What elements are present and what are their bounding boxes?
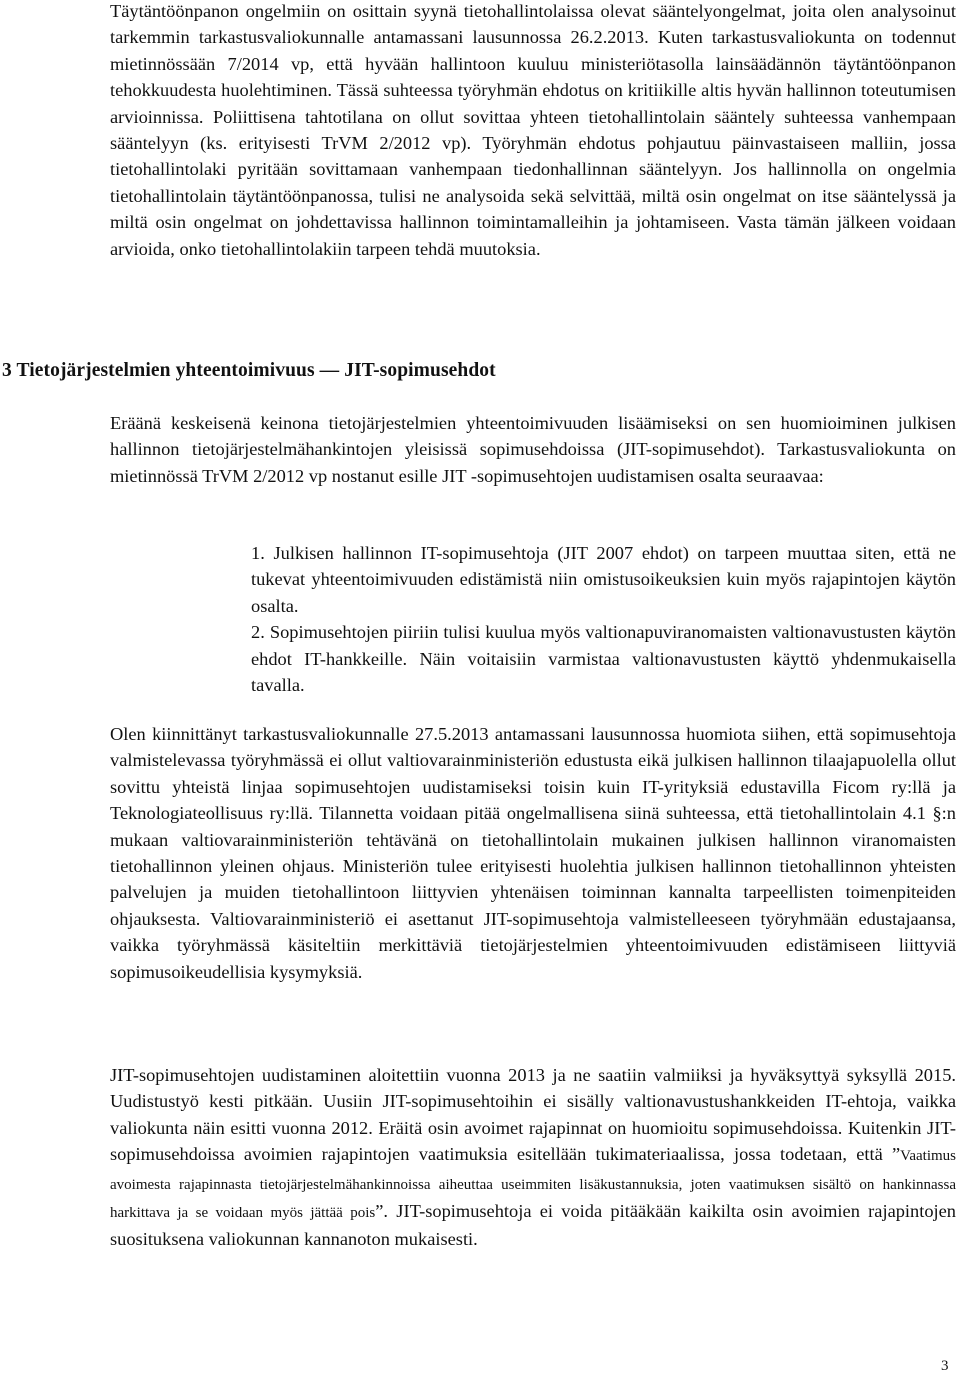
quotation: Vaatimus avoimesta rajapinnasta tietojärjestelmähankinnoissa aiheuttaa useimmiten lisäkustannuksia, joten vaatimuksen sisältö on hankinnassa harkittava ja se voidaan myös jättää pois — [110, 1148, 956, 1222]
paragraph-text: ”. JIT-sopimusehtoja ei voida pitääkään kaikilta osin avoimien rajapintojen suosituksena valiokunnan kannanoton mukaisesti. — [110, 1201, 956, 1250]
section-heading: 3 Tietojärjestelmien yhteentoimivuus — JIT-sopimusehdot — [2, 360, 496, 381]
paragraph-statement: Olen kiinnittänyt tarkastusvaliokunnalle 27.5.2013 antamassani lausunnossa huomiota siihen, että sopimusehtoja valmistelevassa työryhmässä ei ollut valtiovarainministeriön edustusta eikä julkisen hallinnon tilaajapuolella ollut sovittu yhteistä linjaa sopimusehtojen uudistamiseksi toisin kuin IT-yrityksiä edustavilla Ficom ry:llä ja Teknologiateollisuus ry:llä. Tilannetta voidaan pitää ongelmallisena siinä suhteessa, että tietohallintolain 4.1 §:n mukaan valtiovarainministeriön tehtävänä on tietohallintolain mukainen julkisen hallinnon viranomaisten tietohallinnon yleinen ohjaus. Ministeriön tulee erityisesti huolehtia julkisen hallinnon tietohallinnon yhteisten palvelujen ja muiden tietohallintoon liittyvien yhtenäisen toiminnan kannalta tarpeellisten toimenpiteiden ohjauksesta. Valtiovarainministeriö ei asettanut JIT-sopimusehtoja valmistelleeseen työryhmään edustajaansa, vaikka työryhmässä käsiteltiin merkittäviä tietojärjestelmien yhteentoimivuuden edistämiseen liittyviä sopimusoikeudellisia kysymyksiä. — [110, 724, 956, 982]
page-number: 3 — [941, 1358, 949, 1374]
numbered-list — [251, 540, 956, 698]
list-item: 1. Julkisen hallinnon IT-sopimusehtoja (JIT 2007 ehdot) on tarpeen muuttaa siten, että ne tukevat yhteentoimivuuden edistämistä niin omistusoikeuksien kuin myös rajapintojen käytön osalta. — [251, 543, 956, 616]
paragraph-implementation-problems: Täytäntöönpanon ongelmiin on osittain syynä tietohallintolaissa olevat sääntelyongelmat, joita olen analysoinut tarkemmin tarkastusvaliokunnalle antamassani lausunnossa 26.2.2013. Kuten tarkastusvaliokunta on todennut mietinnössään 7/2014 vp, että hyvään hallintoon kuuluu ministeriötasolla lainsäädännön täytäntöönpanon tehokkuudesta huolehtiminen. Tässä suhteessa työryhmän ehdotus on kritiikille altis hyvän hallinnon toteutumisen arvioinnissa. Poliittisena tahtotilana on ollut sovittaa yhteen tietohallintolain sääntely suhteessa vanhempaan sääntelyyn (ks. erityisesti TrVM 2/2012 vp). Työryhmän ehdotus pohjautuu päinvastaiseen malliin, jossa tietohallintolaki pyritään sovittamaan vanhempaan tiedonhallinnan sääntelyyn. Jos hallinnolla on ongelmia tietohallintolain täytäntöönpanossa, tulisi ne analysoida sekä selvittää, miltä osin ongelmat on itse sääntelyssä ja miltä osin ongelmat on johdettavissa hallinnon toimintamalleihin ja johtamiseen. Vasta tämän jälkeen voidaan arvioida, onko tietohallintolakiin tarpeen tehdä muutoksia. — [110, 1, 956, 259]
paragraph-text: JIT-sopimusehtojen uudistaminen aloitettiin vuonna 2013 ja ne saatiin valmiiksi ja hyväksyttyä syksyllä 2015. Uudistustyö kesti pitkään. Uusiin JIT-sopimusehtoihin ei sisälly valtionavustushankkeiden IT-ehtoja, vaikka valiokunta näin esitti vuonna 2012. Eräitä osin avoimet rajapinnat on huomioitu sopimusehdoissa. Kuitenkin JIT-sopimusehdoissa avoimien rajapintojen vaatimuksia esitellään tukimateriaalissa, jossa todetaan, että ” — [110, 1065, 956, 1165]
paragraph-jit-intro: Eräänä keskeisenä keinona tietojärjestelmien yhteentoimivuuden lisäämiseksi on sen huomioiminen julkisen hallinnon tietojärjestelmähankintojen yleisissä sopimusehdoissa (JIT-sopimusehdot). Tarkastusvaliokunta on mietinnössä TrVM 2/2012 vp nostanut esille JIT -sopimusehtojen uudistamisen osalta seuraavaa: — [110, 413, 956, 486]
list-item: 2. Sopimusehtojen piiriin tulisi kuulua myös valtionapuviranomaisten valtionavustusten käytön ehdot IT-hankkeille. Näin voitaisiin varmistaa valtionavustusten käyttö yhdenmukaisella tavalla. — [251, 622, 956, 696]
paragraph-jit-renewal — [110, 1062, 956, 1253]
